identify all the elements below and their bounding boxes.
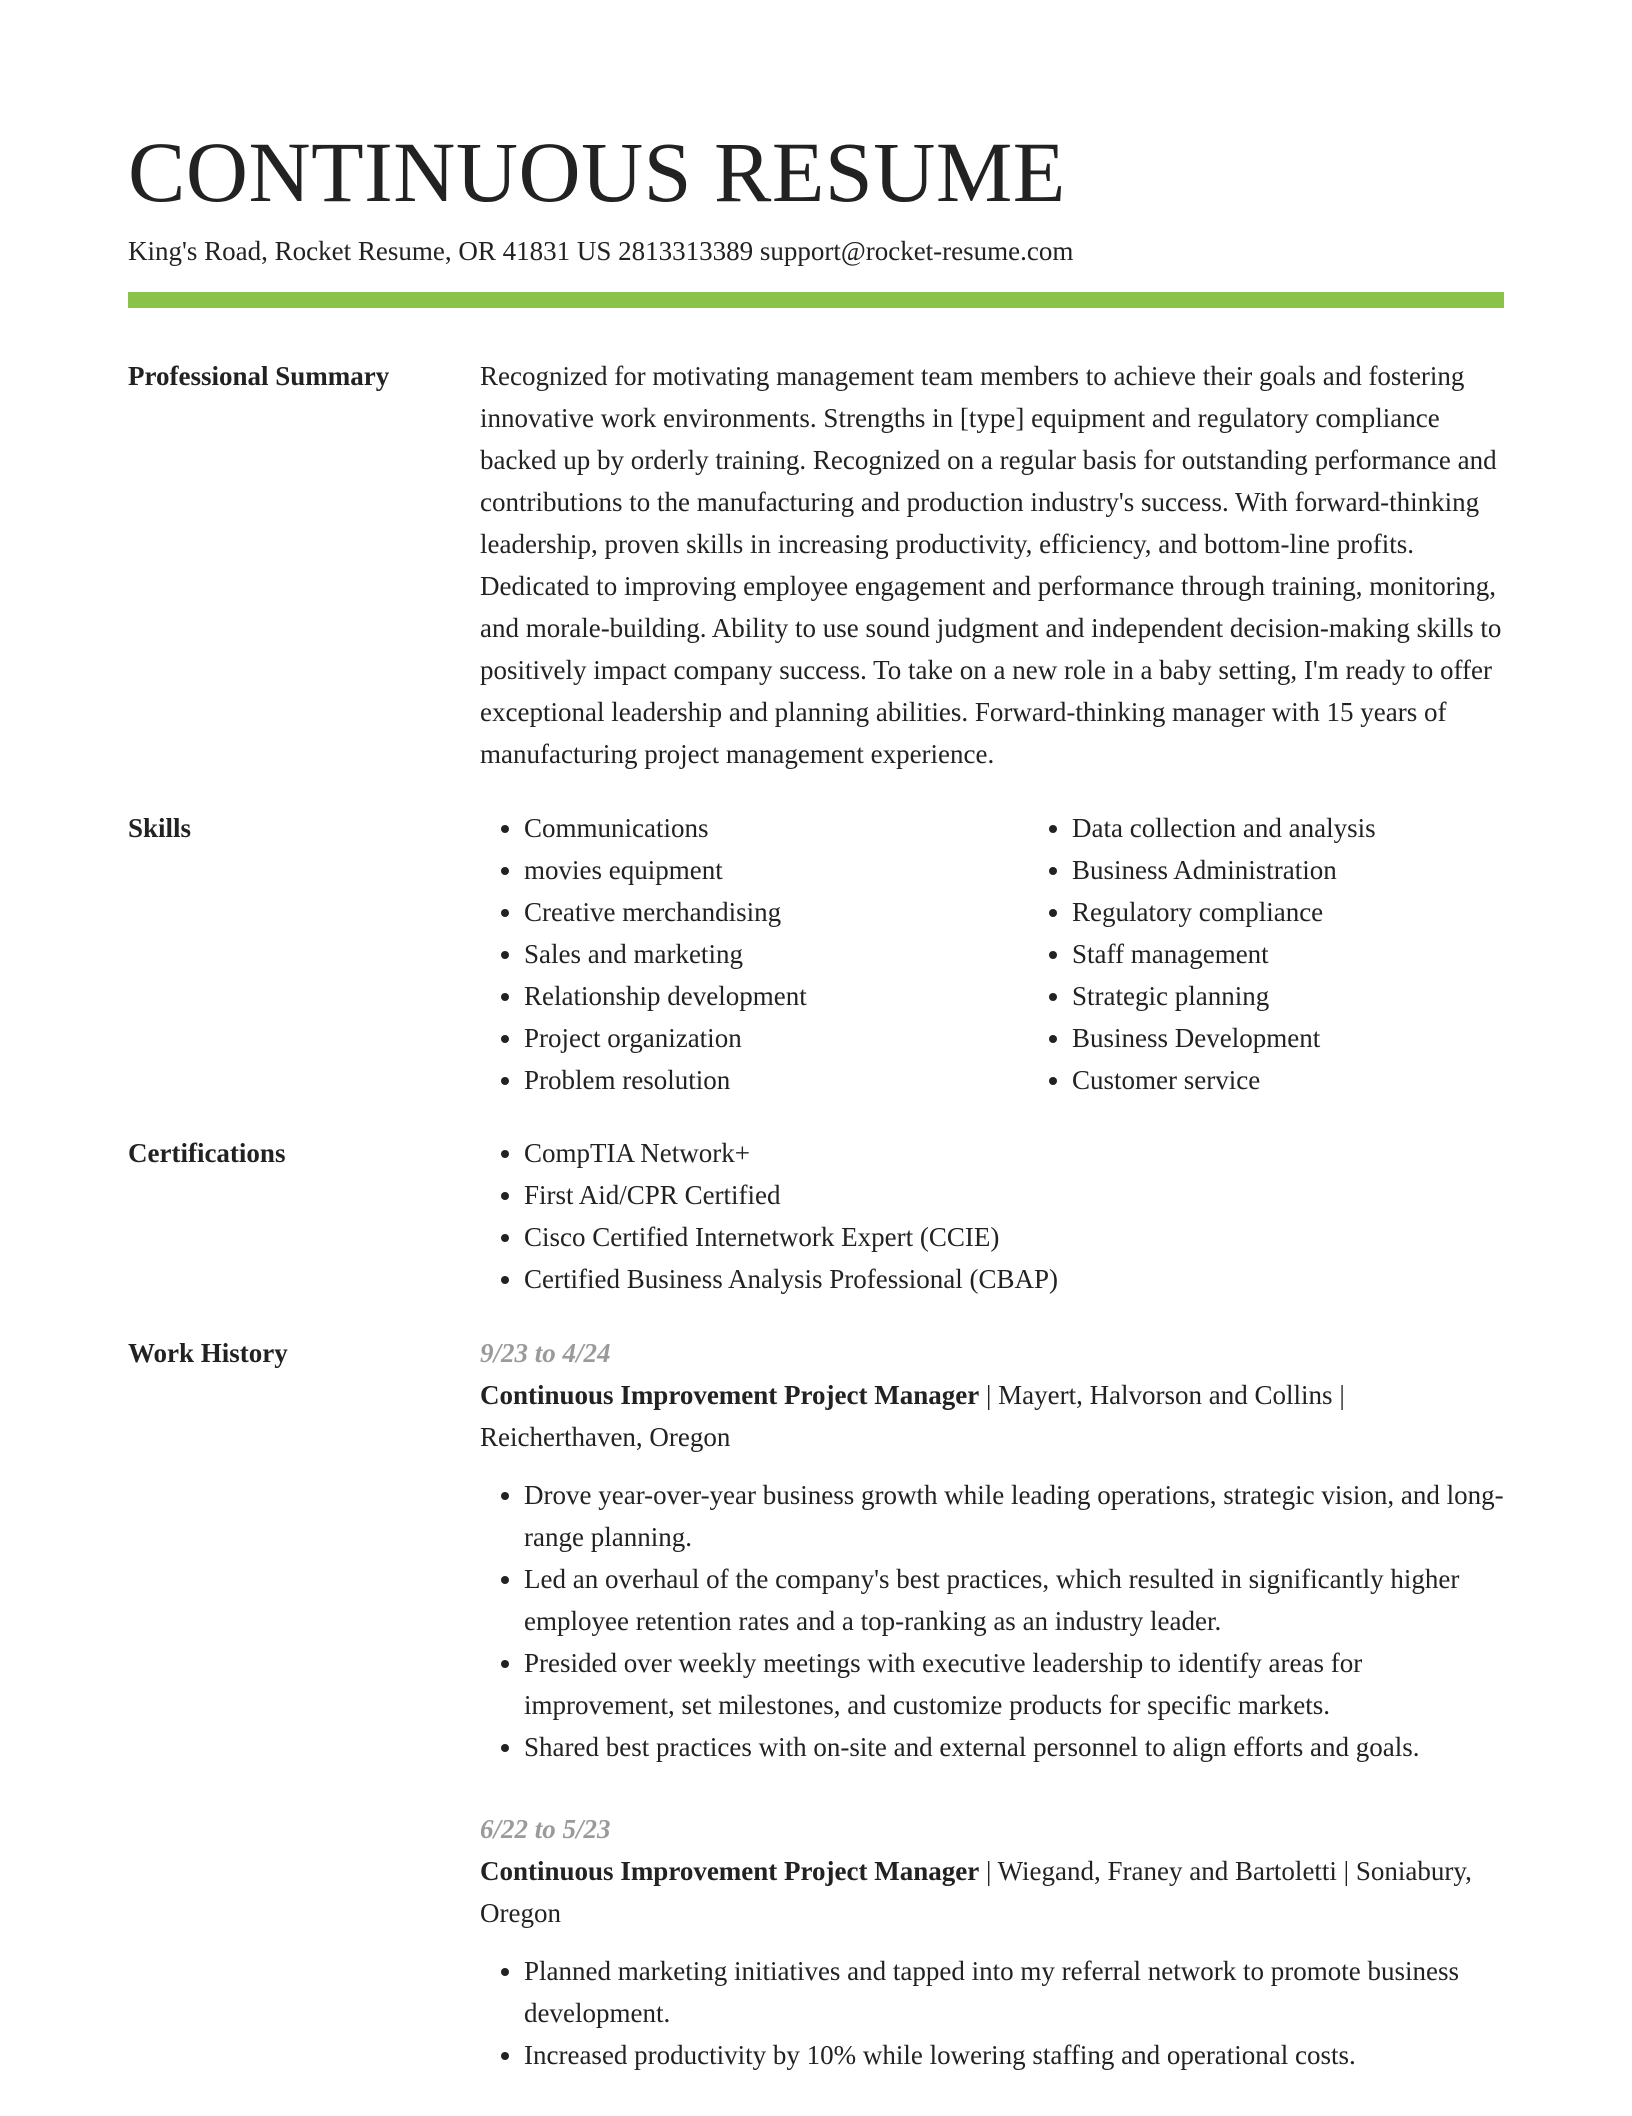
job-dates: 6/22 to 5/23 bbox=[480, 1814, 611, 1844]
job-title: Continuous Improvement Project Manager bbox=[480, 1856, 980, 1886]
job-bullet: • Shared best practices with on-site and external personnel to align efforts and goals. bbox=[524, 1726, 1504, 1768]
accent-divider bbox=[128, 292, 1504, 308]
summary-text: Recognized for motivating management team members to achieve their goals and fostering innovative work environments. Strengths in [type] equipment and regulatory compliance backed up by orderly training. Recognized on a regular basis for outstanding performance and contributions to the manufacturing and production industry's success. With forward-thinking leadership, proven skills in increasing productivity, efficiency, and bottom-line profits. Dedicated to improving employee engagement and performance through training, monitoring, and morale-building. Ability to use sound judgment and independent decision-making skills to positively impact company success. To take on a new role in a baby setting, I'm ready to offer exceptional leadership and planning abilities. Forward-thinking manager with 15 years of manufacturing project management experience. bbox=[480, 361, 1502, 769]
job-company-location: | Mayert, Halvorson and Collins | Reicherthaven, Oregon bbox=[480, 1380, 1345, 1452]
job-heading bbox=[480, 1374, 1504, 1458]
skill-item: • Strategic planning bbox=[1072, 975, 1576, 1017]
certification-item: • Cisco Certified Internetwork Expert (CCIE) bbox=[524, 1216, 1504, 1258]
skills-list-left bbox=[480, 807, 1028, 1101]
contact-phone: 2813313389 bbox=[618, 236, 754, 266]
job-bullet: • Presided over weekly meetings with executive leadership to identify areas for improvement, set milestones, and customize products for specific markets. bbox=[524, 1642, 1504, 1726]
job-bullet: • Led an overhaul of the company's best practices, which resulted in significantly higher employee retention rates and a top-ranking as an industry leader. bbox=[524, 1558, 1504, 1642]
skill-item: • Project organization bbox=[524, 1017, 1028, 1059]
certification-item: • Certified Business Analysis Professional (CBAP) bbox=[524, 1258, 1504, 1300]
contact-email: support@rocket-resume.com bbox=[759, 236, 1074, 266]
job-company-location: | Wiegand, Franey and Bartoletti | Soniabury, Oregon bbox=[480, 1856, 1472, 1928]
job-dates: 9/23 to 4/24 bbox=[480, 1338, 611, 1368]
certifications-list bbox=[480, 1132, 1504, 1300]
skill-item: • Problem resolution bbox=[524, 1059, 1028, 1101]
skill-item: • Communications bbox=[524, 807, 1028, 849]
job-entry bbox=[480, 1332, 1504, 1768]
job-heading bbox=[480, 1850, 1504, 1934]
skill-item: • Business Development bbox=[1072, 1017, 1576, 1059]
job-bullets bbox=[480, 1950, 1504, 2076]
resume-name: CONTINUOUS RESUME bbox=[128, 124, 1066, 220]
section-label-certifications: Certifications bbox=[128, 1138, 286, 1168]
skill-item: • Regulatory compliance bbox=[1072, 891, 1576, 933]
professional-summary-section bbox=[128, 355, 1504, 775]
skill-item: • Staff management bbox=[1072, 933, 1576, 975]
work-history-section bbox=[128, 1332, 1504, 2116]
contact-line bbox=[128, 234, 1504, 268]
skill-item: • Business Administration bbox=[1072, 849, 1576, 891]
certification-item: • CompTIA Network+ bbox=[524, 1132, 1504, 1174]
section-label-summary: Professional Summary bbox=[128, 361, 390, 391]
job-bullet: • Drove year-over-year business growth while leading operations, strategic vision, and long-range planning. bbox=[524, 1474, 1504, 1558]
skills-section bbox=[128, 807, 1504, 1101]
job-bullets bbox=[480, 1474, 1504, 1768]
section-label-skills: Skills bbox=[128, 813, 192, 843]
certification-item: • First Aid/CPR Certified bbox=[524, 1174, 1504, 1216]
section-label-work-history: Work History bbox=[128, 1338, 288, 1368]
job-entry bbox=[480, 1808, 1504, 2076]
job-bullet: • Planned marketing initiatives and tapped into my referral network to promote business development. bbox=[524, 1950, 1504, 2034]
resume-page bbox=[128, 122, 1504, 2116]
skill-item: • Data collection and analysis bbox=[1072, 807, 1576, 849]
job-bullet: • Increased productivity by 10% while lowering staffing and operational costs. bbox=[524, 2034, 1504, 2076]
skill-item: • Customer service bbox=[1072, 1059, 1576, 1101]
job-title: Continuous Improvement Project Manager bbox=[480, 1380, 980, 1410]
skills-list-right bbox=[1028, 807, 1576, 1101]
skill-item: • Sales and marketing bbox=[524, 933, 1028, 975]
certifications-section bbox=[128, 1132, 1504, 1300]
skill-item: • Relationship development bbox=[524, 975, 1028, 1017]
skill-item: • Creative merchandising bbox=[524, 891, 1028, 933]
contact-address: King's Road, Rocket Resume, OR 41831 US bbox=[128, 236, 612, 266]
skill-item: • movies equipment bbox=[524, 849, 1028, 891]
